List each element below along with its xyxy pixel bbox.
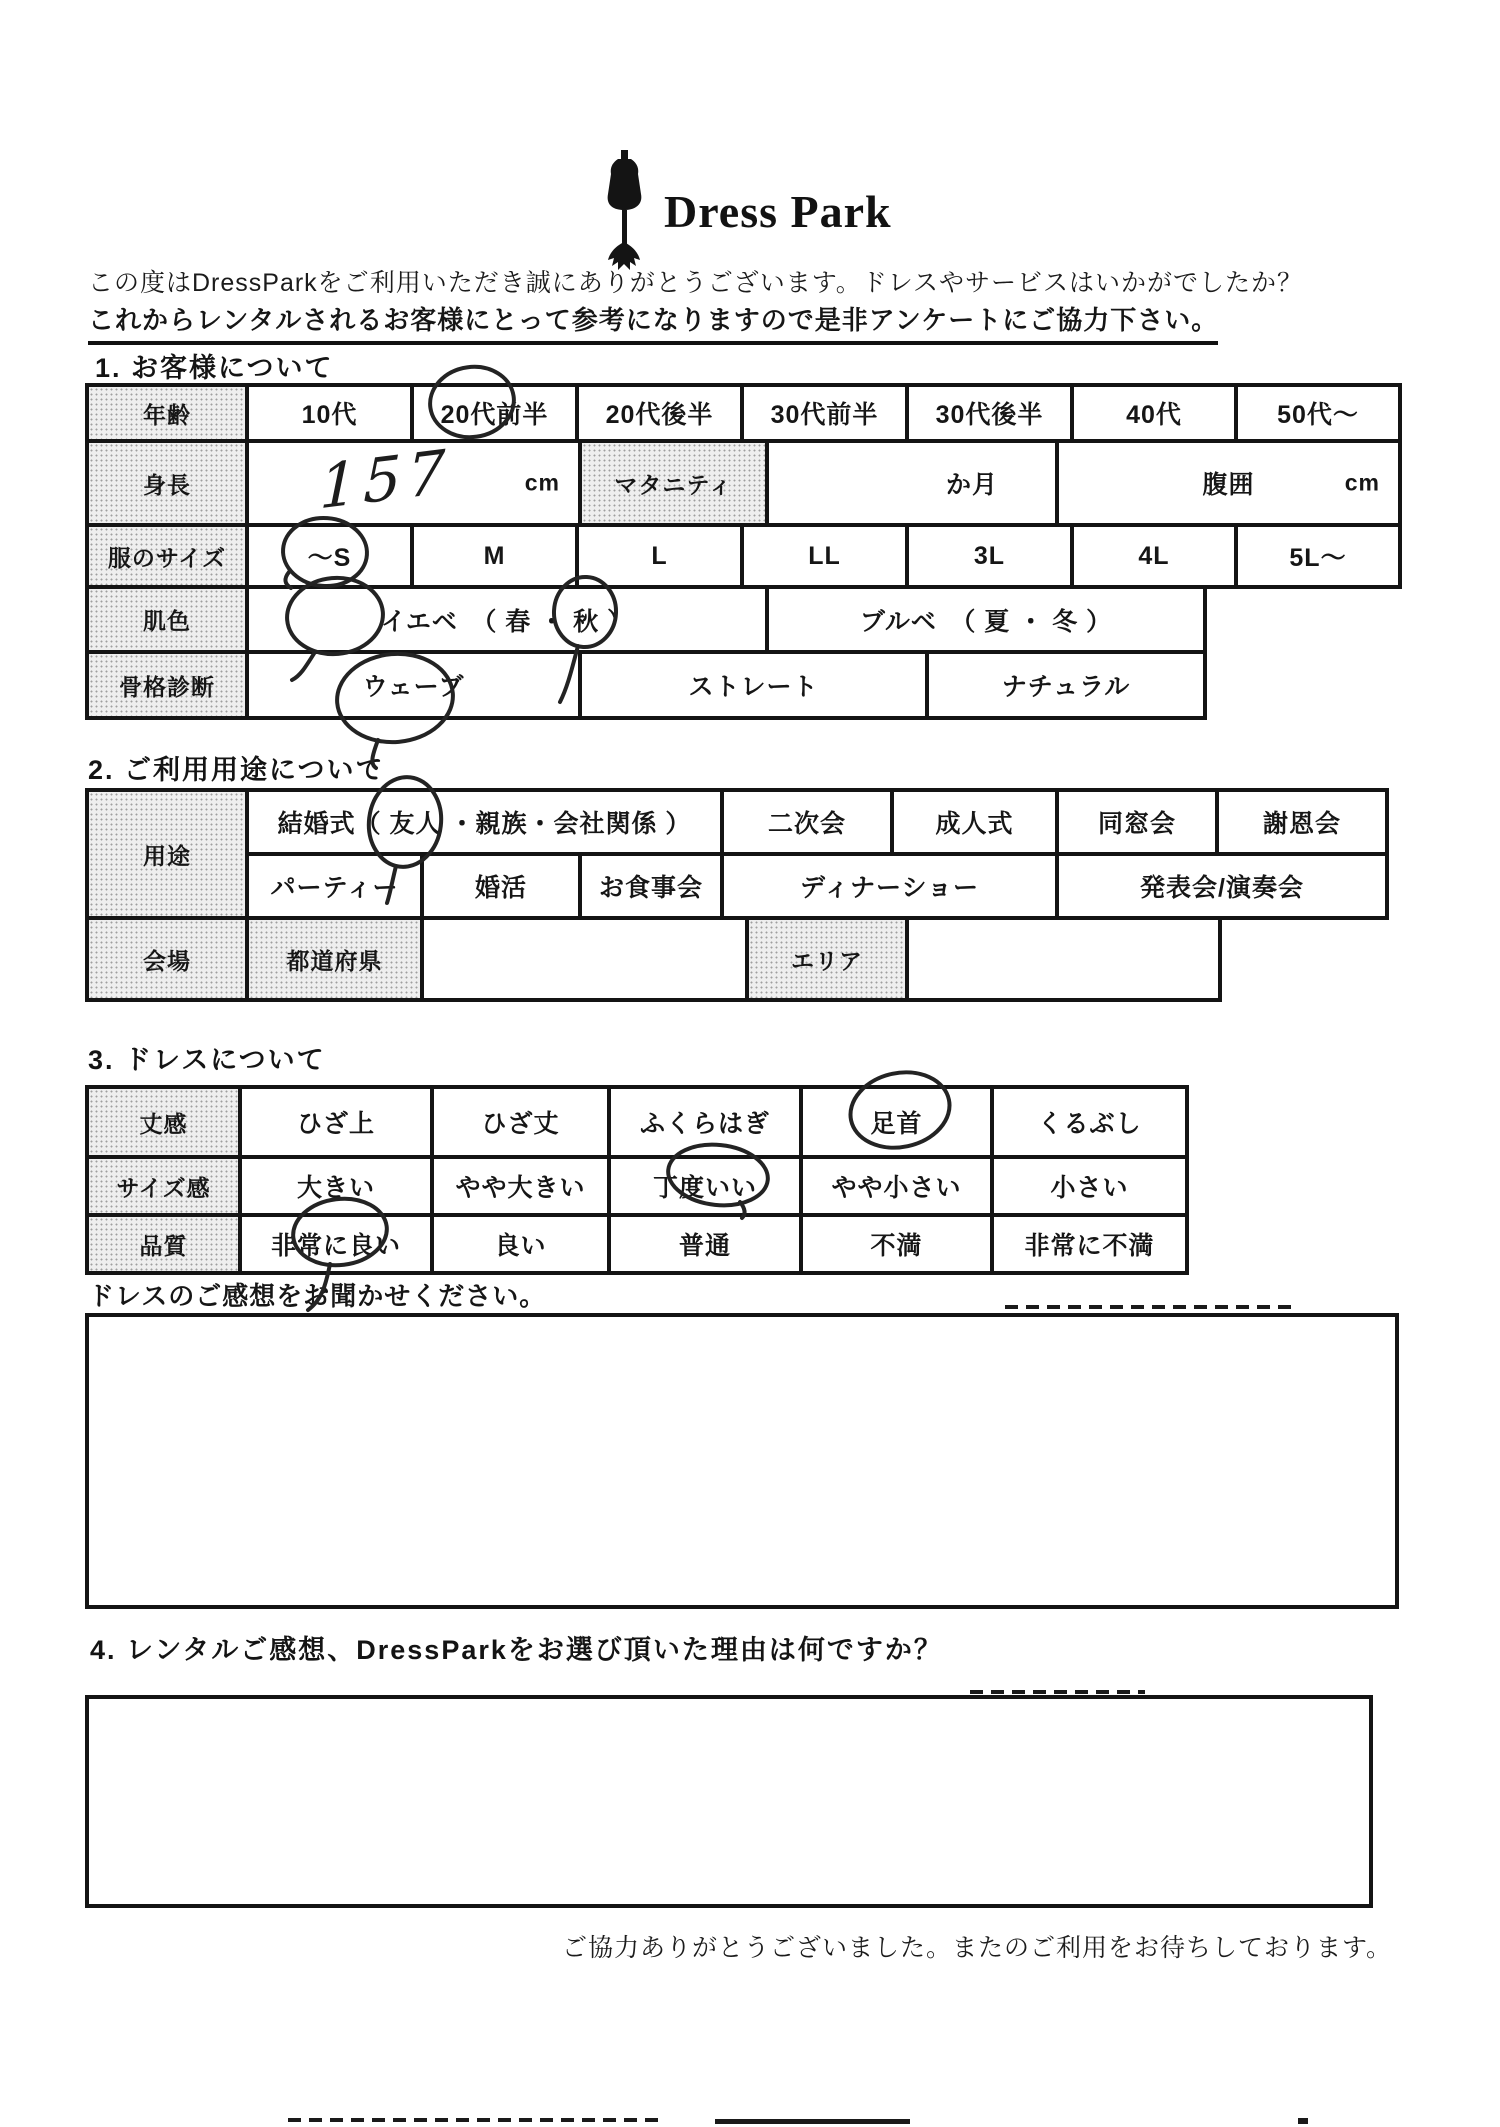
purpose-option-cell: 婚活: [424, 856, 582, 920]
quality-option-cell: 不満: [803, 1217, 994, 1275]
age-option-cell: 30代後半: [909, 387, 1074, 443]
usage-table: [85, 788, 1389, 1002]
age-option-cell-selected: 20代前半: [414, 387, 579, 443]
height-unit: cm: [524, 469, 560, 496]
prefecture-value-cell: [424, 920, 749, 1002]
age-option-cell: 20代後半: [579, 387, 744, 443]
age-row: [89, 387, 1402, 443]
area-value-cell: [909, 920, 1222, 1002]
purpose-wedding-cell-selected: 結婚式（ 友人 ・親族・会社関係 ）: [249, 792, 724, 856]
age-row-label: 年齢: [89, 387, 249, 443]
venue-row: [89, 920, 1389, 1002]
section3-heading: 3. ドレスについて: [88, 1045, 326, 1075]
intro-line-2: これからレンタルされるお客様にとって参考になりますので是非アンケートにご協力下さい。: [88, 300, 1218, 345]
skin-option-yellow-base: イエベ （ 春 ・ 秋 ）: [249, 589, 769, 654]
age-option-cell: 10代: [249, 387, 414, 443]
purpose-option-cell: パーティー: [249, 856, 424, 920]
height-row: [89, 436, 1402, 527]
purpose-row-1: [249, 792, 1389, 856]
size-option-cell: LL: [744, 527, 909, 589]
height-row-label: 身長: [89, 443, 249, 527]
fit-option-cell: 大きい: [242, 1159, 434, 1217]
purpose-option-cell: 成人式: [894, 792, 1059, 856]
skin-option-blue-base: ブルベ （ 夏 ・ 冬 ）: [769, 589, 1207, 654]
venue-row-label: 会場: [89, 920, 249, 1002]
logo: [598, 150, 892, 272]
length-option-cell: ふくらはぎ: [611, 1089, 803, 1159]
purpose-option-cell: 謝恩会: [1219, 792, 1389, 856]
quality-row: [89, 1217, 1189, 1275]
waist-unit: cm: [1344, 469, 1380, 496]
scan-artifact: [1298, 2118, 1308, 2124]
size-option-cell: 4L: [1074, 527, 1238, 589]
size-option-cell-selected: ～S: [249, 527, 414, 589]
brand-name: Dress Park: [664, 185, 892, 237]
length-option-cell: くるぶし: [994, 1089, 1189, 1159]
area-label-cell: エリア: [749, 920, 909, 1002]
skeleton-option-cell: ストレート: [582, 654, 929, 720]
age-option-cell: 50代～: [1238, 387, 1402, 443]
waist-label: 腹囲: [1202, 471, 1255, 499]
intro-line-1: この度はDressParkをご利用いただき誠にありがとうございます。ドレスやサービスはいかがでしたか？: [88, 269, 1303, 297]
fit-option-cell-selected: 丁度いい: [611, 1159, 803, 1217]
handwritten-height: 157: [319, 436, 452, 524]
customer-table: [85, 383, 1402, 720]
purpose-option-cell: ディナーショー: [724, 856, 1059, 920]
quality-option-cell: 普通: [611, 1217, 803, 1275]
dress-form-icon: [598, 150, 650, 272]
quality-row-label: 品質: [89, 1217, 242, 1275]
length-row: [89, 1089, 1189, 1159]
purpose-label-cell: 用途: [89, 792, 249, 920]
scan-artifact: [1005, 1305, 1295, 1309]
purpose-option-cell: 同窓会: [1059, 792, 1219, 856]
rental-comment-box: [85, 1695, 1373, 1908]
size-option-cell: 3L: [909, 527, 1074, 589]
waist-cell: [1059, 443, 1402, 527]
dress-comment-label: ドレスのご感想をお聞かせください。: [88, 1281, 547, 1311]
age-option-cell: 30代前半: [744, 387, 909, 443]
purpose-option-cell: お食事会: [582, 856, 724, 920]
skeleton-option-cell-selected: ウェーブ: [249, 654, 582, 720]
length-option-cell: ひざ上: [242, 1089, 434, 1159]
prefecture-label-cell: 都道府県: [249, 920, 424, 1002]
skeleton-row: [89, 654, 1402, 720]
section4-heading: 4. レンタルご感想、DressParkをお選び頂いた理由は何ですか？: [90, 1635, 943, 1665]
length-row-label: 丈感: [89, 1089, 242, 1159]
scan-artifact: [288, 2118, 663, 2122]
quality-option-cell-selected: 非常に良い: [242, 1217, 434, 1275]
section2-heading: 2. ご利用用途について: [88, 755, 385, 785]
maternity-label-cell: マタニティ: [582, 443, 769, 527]
size-option-cell: 5L～: [1238, 527, 1402, 589]
fit-row: [89, 1159, 1189, 1217]
quality-option-cell: 非常に不満: [994, 1217, 1189, 1275]
size-option-cell: L: [579, 527, 744, 589]
purpose-option-cell: 発表会/演奏会: [1059, 856, 1389, 920]
age-option-cell: 40代: [1074, 387, 1238, 443]
fit-option-cell: 小さい: [994, 1159, 1189, 1217]
skeleton-option-cell: ナチュラル: [929, 654, 1207, 720]
purpose-option-cell: 二次会: [724, 792, 894, 856]
scan-artifact: [715, 2119, 910, 2124]
fit-option-cell: やや小さい: [803, 1159, 994, 1217]
skeleton-row-label: 骨格診断: [89, 654, 249, 720]
dress-table: [85, 1085, 1189, 1275]
skin-row-label: 肌色: [89, 589, 249, 654]
dress-comment-box: [85, 1313, 1399, 1609]
purpose-row-2: [249, 856, 1389, 920]
size-row-label: 服のサイズ: [89, 527, 249, 589]
clothing-size-row: [89, 527, 1402, 589]
height-value-cell: [249, 436, 582, 527]
maternity-months-cell: [769, 443, 1059, 527]
fit-option-cell: やや大きい: [434, 1159, 611, 1217]
months-label: か月: [945, 471, 998, 499]
quality-option-cell: 良い: [434, 1217, 611, 1275]
length-option-cell: ひざ丈: [434, 1089, 611, 1159]
length-option-cell-selected: 足首: [803, 1089, 994, 1159]
section1-heading: 1. お客様について: [95, 353, 334, 383]
scan-artifact: [970, 1690, 1145, 1694]
fit-row-label: サイズ感: [89, 1159, 242, 1217]
size-option-cell: M: [414, 527, 579, 589]
footer-thanks: ご協力ありがとうございました。またのご利用をお待ちしております。: [562, 1934, 1393, 1962]
skin-tone-row: [89, 589, 1402, 654]
